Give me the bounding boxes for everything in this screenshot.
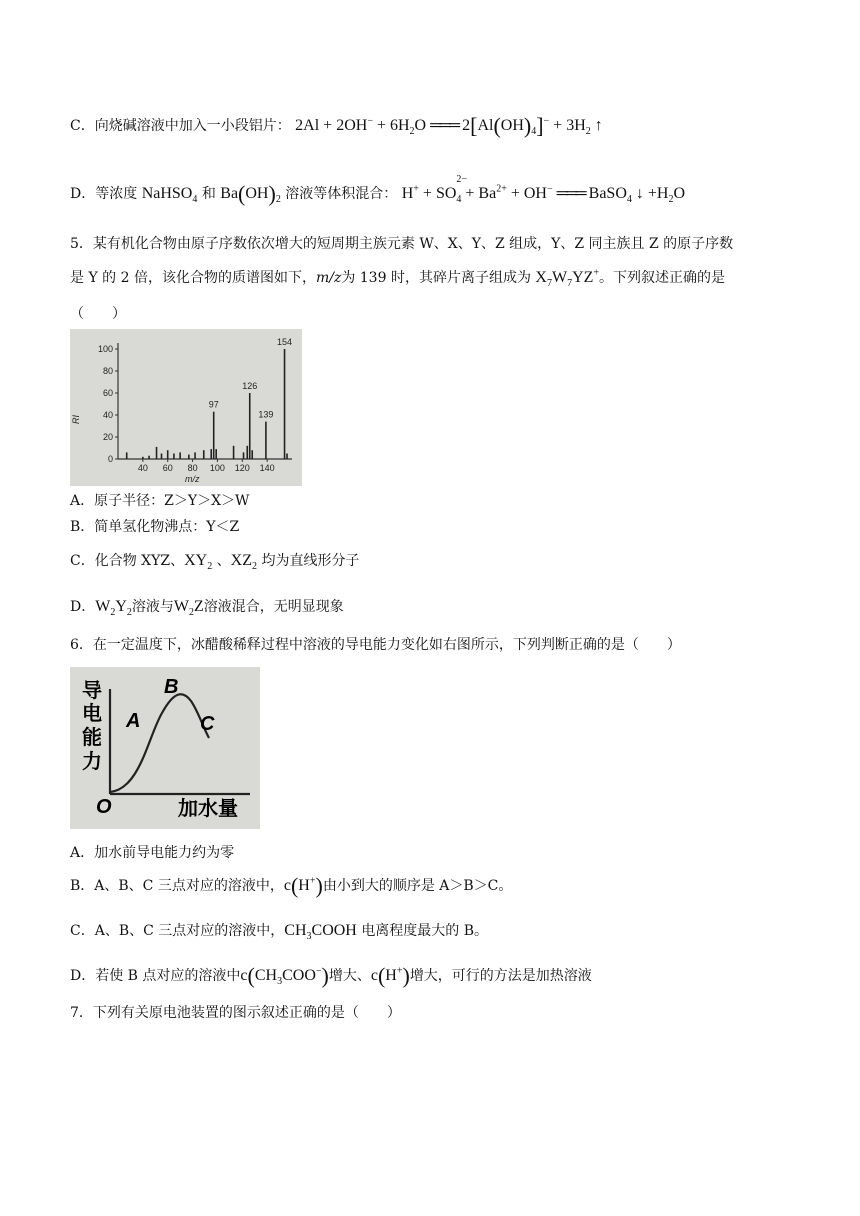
q5-option-c: C．化合物 XYZ、$XY_2$ 、$XZ_2$ 均为直线形分子 bbox=[70, 552, 360, 573]
q6-option-c: C．A、B、C 三点对应的溶液中，$CH_3COOH$ 电离程度最大的 B。 bbox=[70, 922, 489, 943]
point-a-label: A bbox=[126, 710, 141, 732]
q7-stem: 7．下列有关原电池装置的图示叙述正确的是（ ） bbox=[70, 1005, 401, 1021]
mass-spectrum-chart bbox=[70, 329, 302, 486]
ms-x-tick-label: 140 bbox=[259, 463, 275, 473]
ms-y-tick-label: 80 bbox=[102, 366, 113, 376]
ms-peak-label: 97 bbox=[208, 399, 219, 410]
ms-x-tick-label: 80 bbox=[187, 463, 198, 473]
q4-option-d: D．等浓度 NaHSO$_4$ 和 $Ba(OH)_2$ 溶液等体积混合： H+ + SO $_{2- 4} + Ba^{2+} + OH^-$ ═══ BaSO$_4$ ↓ $+H_2O$ bbox=[70, 174, 686, 206]
ms-y-tick-label: 40 bbox=[102, 410, 113, 420]
q6-option-a: A．加水前导电能力约为零 bbox=[70, 845, 235, 861]
ms-peak-label: 126 bbox=[242, 381, 258, 391]
mass-spectrum-svg bbox=[70, 329, 302, 486]
q4-c-equation: $2Al + 2OH^- + 6H_2O$ ═══ $2[Al(OH)_4]^- + 3H_2$ ↑ bbox=[295, 113, 603, 138]
q4-option-c: C．向烧碱溶液中加入一小段铝片： $2Al + 2OH^- + 6H_2O$ ═══ $2[Al(OH)_4]^- + 3H_2$ ↑ bbox=[70, 113, 603, 138]
q6-option-b: B．A、B、C 三点对应的溶液中，c(H+)由小到大的顺序是 A＞B＞C。 bbox=[70, 873, 513, 898]
y-label-char-1: 导 bbox=[82, 680, 102, 702]
q5-stem-line2: 是 Y 的 2 倍，该化合物的质谱图如下，m/z为 139 时，其碎片离子组成为 $X_7W_7YZ^+$。下列叙述正确的是 bbox=[70, 267, 726, 290]
q4-d-equation: H+ + SO $_{2- 4} + Ba^{2+} + OH^-$ ═══ BaSO$_4$ ↓ $+H_2O$ bbox=[401, 174, 686, 206]
ms-y-tick-label: 60 bbox=[102, 388, 113, 398]
ms-peak-label: 154 bbox=[277, 337, 293, 347]
ms-peak-label: 139 bbox=[258, 409, 274, 420]
ms-x-tick-label: 100 bbox=[209, 463, 225, 473]
ms-y-tick-label: 20 bbox=[102, 432, 113, 442]
origin-label: O bbox=[96, 796, 112, 818]
q6-stem: 6．在一定温度下，冰醋酸稀释过程中溶液的导电能力变化如右图所示，下列判断正确的是（ ） bbox=[70, 637, 681, 653]
ms-y-tick-label: 0 bbox=[107, 454, 113, 464]
q5-stem-line1: 5．某有机化合物由原子序数依次增大的短周期主族元素 W、X、Y、Z 组成，Y、Z 同主族且 Z 的原子序数 bbox=[70, 236, 734, 252]
q5-answer-paren: （ ） bbox=[70, 306, 126, 322]
point-c-label: C bbox=[200, 713, 215, 735]
q5-option-b: B．简单氢化物沸点：Y＜Z bbox=[70, 519, 240, 535]
ms-x-tick-label: 120 bbox=[234, 463, 250, 473]
ms-y-axis-label: RI bbox=[71, 415, 81, 424]
conductivity-curve bbox=[110, 694, 209, 792]
q5-option-a: A．原子半径：Z＞Y＞X＞W bbox=[70, 493, 250, 509]
conductivity-svg bbox=[70, 667, 260, 829]
y-label-char-2: 电 bbox=[82, 703, 102, 725]
q5-option-d: D．$W_2Y_2$溶液与$W_2Z$溶液混合，无明显现象 bbox=[70, 598, 344, 619]
q6-option-d: D．若使 B 点对应的溶液中$c(CH_3COO^-)$增大、c(H+)增大，可行的方法是加热溶液 bbox=[70, 963, 592, 988]
point-b-label: B bbox=[164, 676, 179, 698]
ms-x-axis-label: m/z bbox=[185, 474, 200, 484]
ms-x-tick-label: 40 bbox=[137, 463, 148, 473]
y-label-char-3: 能 bbox=[82, 727, 102, 749]
ms-y-tick-label: 100 bbox=[97, 344, 113, 354]
ms-x-tick-label: 60 bbox=[162, 463, 173, 473]
y-label-char-4: 力 bbox=[82, 751, 102, 773]
conductivity-chart bbox=[70, 667, 260, 829]
x-axis-label: 加水量 bbox=[178, 798, 238, 820]
